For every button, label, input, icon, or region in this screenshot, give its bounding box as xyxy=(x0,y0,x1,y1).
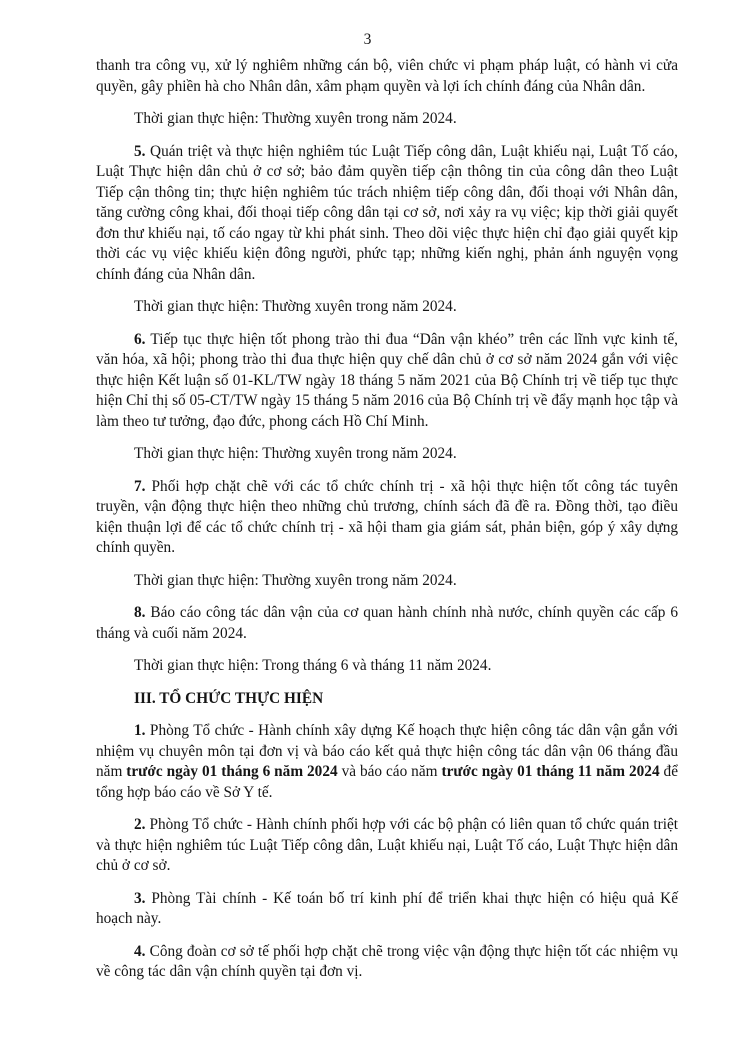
task-1 xyxy=(96,721,678,803)
task-2-text: Phòng Tổ chức - Hành chính phối hợp với các bộ phận có liên quan tổ chức quán triệt và thực hiện nghiêm túc Luật Tiếp công dân, Luật khiếu nại, Luật Tố cáo, Luật Thực hiện dân chủ ở cơ sở. xyxy=(96,816,678,874)
task-2 xyxy=(96,815,678,877)
item-5-number: 5. xyxy=(134,142,146,160)
timeline-5: Thời gian thực hiện: Thường xuyên trong năm 2024. xyxy=(134,298,457,315)
item-6-text: Tiếp tục thực hiện tốt phong trào thi đua “Dân vận khéo” trên các lĩnh vực kinh tế, văn hóa, xã hội; phong trào thi đua thực hiện quy chế dân chủ ở cơ sở năm 2024 gắn với việc thực hiện Kết luận số 01-KL/TW ngày 18 tháng 5 năm 2021 của Bộ Chính trị về tiếp tục thực hiện Chỉ thị số 05-CT/TW ngày 15 tháng 5 năm 2016 của Bộ Chính trị về đẩy mạnh học tập và làm theo tư tưởng, đạo đức, phong cách Hồ Chí Minh. xyxy=(96,330,678,430)
task-4-text: Công đoàn cơ sở tế phối hợp chặt chẽ trong việc vận động thực hiện tốt các nhiệm vụ về công tác dân vận chính quyền tại đơn vị. xyxy=(96,942,678,980)
task-1-deadline-2: trước ngày 01 tháng 11 năm 2024 xyxy=(441,763,660,780)
item-5-text: Quán triệt và thực hiện nghiêm túc Luật Tiếp công dân, Luật khiếu nại, Luật Tố cáo, Luật Thực hiện dân chủ ở cơ sở; bảo đảm quyền tiếp cận thông tin của công dân theo Luật Tiếp cận thông tin; thực hiện nghiêm túc trách nhiệm tiếp công dân, đối thoại với Nhân dân, tăng cường công khai, đối thoại tiếp công dân tại cơ sở, nơi xảy ra vụ việc; kịp thời giải quyết đơn thư khiếu nại, tố cáo ngay từ khi phát sinh. Theo dõi việc thực hiện chỉ đạo giải quyết kịp thời các vụ việc khiếu kiện đông người, phức tạp; những kiến nghị, phản ánh nguyện vọng chính đáng của Nhân dân. xyxy=(96,142,678,283)
task-1-text-a: Phòng Tổ chức - Hành chính xây dựng Kế hoạch thực hiện công tác dân vận gắn với nhiệm vụ chuyên môn tại đơn vị và báo cáo kết quả thực hiện công tác dân vận 06 tháng đầu năm xyxy=(96,722,678,780)
item-5 xyxy=(96,142,678,286)
timeline-7: Thời gian thực hiện: Thường xuyên trong năm 2024. xyxy=(134,571,457,589)
task-3 xyxy=(96,889,678,930)
document-body xyxy=(96,56,678,983)
task-3-text: Phòng Tài chính - Kế toán bố trí kinh phí để triển khai thực hiện có hiệu quả Kế hoạch này. xyxy=(96,889,678,927)
task-4-number: 4. xyxy=(134,942,146,960)
item-6 xyxy=(96,330,678,433)
page-number: 3 xyxy=(363,31,372,48)
item-8-text: Báo cáo công tác dân vận của cơ quan hành chính nhà nước, chính quyền các cấp 6 tháng và cuối năm 2024. xyxy=(96,604,678,642)
item-8-number: 8. xyxy=(134,604,146,621)
task-2-number: 2. xyxy=(134,816,146,833)
task-3-number: 3. xyxy=(134,889,146,907)
timeline-6: Thời gian thực hiện: Thường xuyên trong năm 2024. xyxy=(134,445,457,462)
task-1-number: 1. xyxy=(134,722,146,739)
timeline-4: Thời gian thực hiện: Thường xuyên trong năm 2024. xyxy=(134,110,457,127)
paragraph-continued: thanh tra công vụ, xử lý nghiêm những cán bộ, viên chức vi phạm pháp luật, có hành vi cửa quyền, gây phiền hà cho Nhân dân, xâm phạm quyền và lợi ích chính đáng của Nhân dân. xyxy=(96,57,678,95)
section-heading: III. TỔ CHỨC THỰC HIỆN xyxy=(134,689,324,707)
task-1-text-b: và báo cáo năm xyxy=(337,763,442,780)
timeline-8: Thời gian thực hiện: Trong tháng 6 và tháng 11 năm 2024. xyxy=(134,657,492,674)
item-7-number: 7. xyxy=(134,477,146,495)
item-7 xyxy=(96,477,678,559)
task-4 xyxy=(96,942,678,983)
item-6-number: 6. xyxy=(134,330,146,348)
item-7-text: Phối hợp chặt chẽ với các tổ chức chính trị - xã hội thực hiện tốt công tác tuyên truyền, vận động thực hiện theo những chủ trương, chính sách đã đề ra. Đồng thời, tạo điều kiện thuận lợi để các tổ chức chính trị - xã hội tham gia giám sát, phản biện, góp ý xây dựng chính quyền. xyxy=(96,477,678,556)
task-1-text-c: để tổng hợp báo cáo về Sở Y tế. xyxy=(96,763,678,801)
item-8 xyxy=(96,603,678,644)
task-1-deadline-1: trước ngày 01 tháng 6 năm 2024 xyxy=(126,763,338,780)
